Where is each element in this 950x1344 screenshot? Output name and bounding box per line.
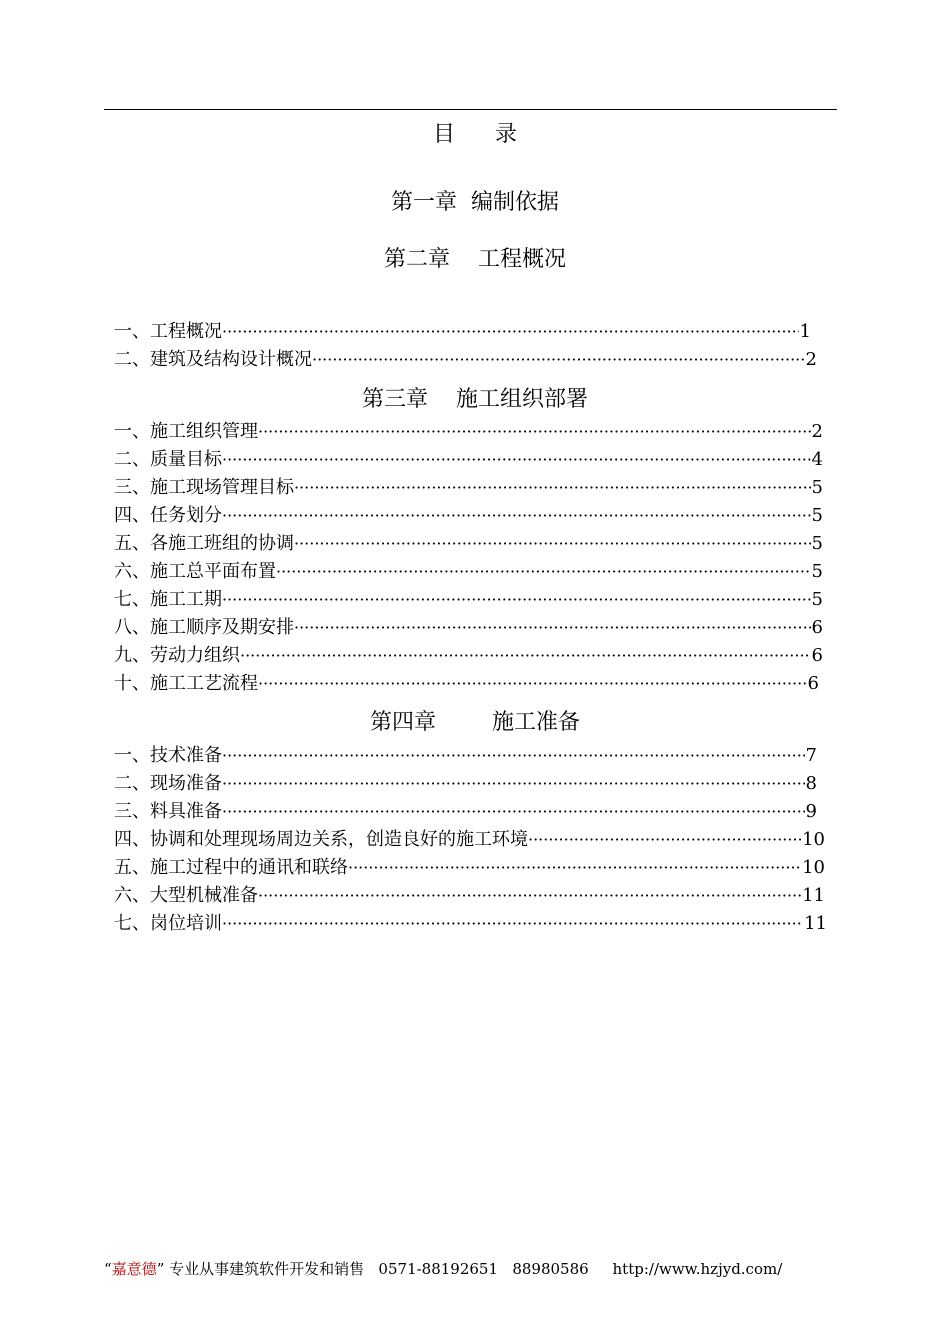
toc-entry-page: 7 — [805, 745, 817, 766]
toc-entry-label: 七、岗位培训 — [114, 913, 222, 934]
footer-brand: 嘉意德 — [111, 1260, 157, 1278]
toc-entry[interactable] — [114, 827, 825, 853]
toc-entry-label: 六、施工总平面布置 — [114, 561, 276, 582]
toc-entry-page: 5 — [811, 505, 823, 526]
toc-entry[interactable] — [114, 911, 827, 937]
toc-entry[interactable] — [114, 587, 823, 613]
toc-entry-page: 10 — [802, 857, 825, 878]
leader-dots — [258, 419, 811, 445]
header-rule — [104, 109, 837, 110]
toc-entry-label: 二、建筑及结构设计概况 — [114, 349, 312, 370]
toc-entry-page: 5 — [811, 533, 823, 554]
toc-entry[interactable] — [114, 671, 819, 697]
toc-entry-label: 四、任务划分 — [114, 505, 222, 526]
toc-entry-page: 6 — [807, 673, 819, 694]
toc-entry-page: 6 — [811, 617, 823, 638]
leader-dots — [276, 559, 811, 585]
toc-entry[interactable] — [114, 799, 817, 825]
toc-entry-page: 5 — [811, 589, 823, 610]
footer-quote-close: ” — [156, 1260, 165, 1278]
toc-entry-label: 六、大型机械准备 — [114, 885, 258, 906]
toc-entry-label: 一、工程概况 — [114, 321, 222, 342]
leader-dots — [222, 587, 811, 613]
toc-entry[interactable] — [114, 643, 823, 669]
toc-entry[interactable] — [114, 319, 811, 345]
leader-dots — [222, 743, 805, 769]
toc-entry[interactable] — [114, 531, 823, 557]
footer-text: 专业从事建筑软件开发和销售 0571-88192651 88980586 http://www.hzjyd.com/ — [164, 1260, 783, 1278]
toc-entry-page: 1 — [799, 321, 811, 342]
chapter-2-title: 第二章 工程概况 — [384, 247, 566, 272]
toc-entry-page: 2 — [805, 349, 817, 370]
toc-entry[interactable] — [114, 615, 823, 641]
leader-dots — [222, 319, 799, 345]
leader-dots — [348, 855, 801, 881]
toc-title: 目录 — [432, 122, 557, 147]
chapter-4-title: 第四章 施工准备 — [370, 710, 580, 735]
toc-entry-page: 2 — [811, 421, 823, 442]
toc-entry[interactable] — [114, 475, 823, 501]
toc-entry-label: 三、料具准备 — [114, 801, 222, 822]
toc-entry-label: 七、施工工期 — [114, 589, 222, 610]
leader-dots — [222, 799, 805, 825]
toc-entry-page: 11 — [804, 913, 827, 934]
toc-entry-page: 9 — [805, 801, 817, 822]
toc-entry-page: 11 — [802, 885, 825, 906]
leader-dots — [222, 911, 803, 937]
chapter-3-title: 第三章 施工组织部署 — [362, 387, 588, 412]
footer — [104, 1258, 782, 1279]
leader-dots — [258, 883, 801, 909]
toc-entry-label: 八、施工顺序及期安排 — [114, 617, 294, 638]
toc-entry[interactable] — [114, 883, 825, 909]
leader-dots — [294, 615, 811, 641]
toc-entry-label: 二、质量目标 — [114, 449, 222, 470]
leader-dots — [222, 447, 811, 473]
toc-entry-label: 二、现场准备 — [114, 773, 222, 794]
toc-entry[interactable] — [114, 855, 825, 881]
toc-entry[interactable] — [114, 447, 823, 473]
toc-entry[interactable] — [114, 419, 823, 445]
toc-entry[interactable] — [114, 771, 817, 797]
toc-entry-label: 四、协调和处理现场周边关系，创造良好的施工环境 — [114, 829, 528, 850]
toc-entry-label: 十、施工工艺流程 — [114, 673, 258, 694]
toc-entry-label: 一、技术准备 — [114, 745, 222, 766]
leader-dots — [222, 771, 805, 797]
footer-quote-open: “ — [104, 1260, 112, 1278]
toc-entry-label: 九、劳动力组织 — [114, 645, 240, 666]
toc-entry-label: 一、施工组织管理 — [114, 421, 258, 442]
toc-entry-page: 10 — [802, 829, 825, 850]
leader-dots — [222, 503, 811, 529]
toc-entry[interactable] — [114, 743, 817, 769]
toc-entry-page: 6 — [811, 645, 823, 666]
chapter-1-title: 第一章 编制依据 — [391, 190, 559, 215]
leader-dots — [312, 347, 805, 373]
toc-entry-page: 5 — [811, 477, 823, 498]
toc-entry-page: 8 — [805, 773, 817, 794]
toc-entry-label: 三、施工现场管理目标 — [114, 477, 294, 498]
leader-dots — [240, 643, 811, 669]
toc-entry[interactable] — [114, 559, 823, 585]
toc-entry-page: 5 — [811, 561, 823, 582]
toc-entry-label: 五、施工过程中的通讯和联络 — [114, 857, 348, 878]
leader-dots — [294, 475, 811, 501]
toc-entry[interactable] — [114, 347, 817, 373]
leader-dots — [258, 671, 807, 697]
toc-entry[interactable] — [114, 503, 823, 529]
leader-dots — [294, 531, 811, 557]
leader-dots — [528, 827, 801, 853]
toc-entry-page: 4 — [811, 449, 823, 470]
toc-entry-label: 五、各施工班组的协调 — [114, 533, 294, 554]
